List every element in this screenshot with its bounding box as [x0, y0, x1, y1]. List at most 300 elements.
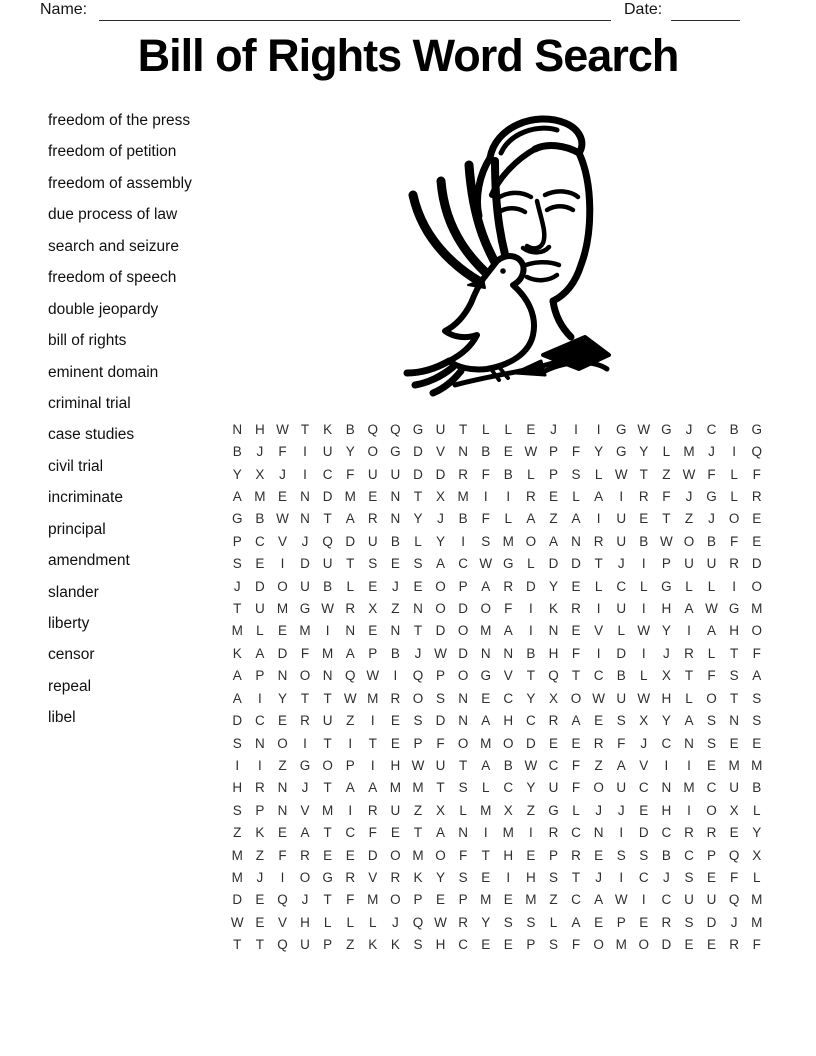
grid-letter: M	[502, 825, 514, 841]
grid-letter: P	[436, 668, 446, 684]
grid-letter: Q	[344, 668, 356, 684]
grid-letter: G	[661, 421, 672, 437]
grid-letter: L	[594, 466, 603, 482]
grid-letter: U	[254, 601, 265, 617]
grid-letter: A	[571, 511, 581, 527]
grid-letter: U	[300, 937, 310, 953]
grid-letter: W	[614, 466, 628, 482]
grid-letter: V	[594, 623, 604, 639]
grid-letter: F	[504, 601, 513, 617]
grid-letter: K	[413, 870, 423, 886]
grid-letter: D	[413, 466, 423, 482]
grid-letter: X	[368, 601, 378, 617]
grid-letter: J	[640, 735, 648, 751]
grid-letter: Z	[255, 847, 264, 863]
grid-letter: E	[255, 914, 265, 930]
grid-letter: L	[414, 533, 422, 549]
grid-letter: I	[506, 870, 511, 886]
grid-letter: P	[707, 847, 717, 863]
grid-letter: R	[751, 488, 762, 504]
grid-letter: S	[458, 780, 468, 796]
grid-letter: B	[503, 466, 513, 482]
grid-letter: E	[707, 870, 717, 886]
grid-letter: B	[345, 421, 355, 437]
grid-letter: L	[685, 578, 693, 594]
grid-letter: X	[436, 488, 446, 504]
grid-letter: R	[458, 914, 468, 930]
date-blank-line[interactable]	[671, 3, 740, 21]
grid-letter: Z	[346, 713, 355, 729]
grid-letter: O	[299, 668, 311, 684]
grid-letter: C	[525, 713, 536, 729]
grid-letter: I	[528, 825, 533, 841]
grid-letter: H	[232, 780, 243, 796]
grid-letter: L	[730, 466, 738, 482]
grid-letter: E	[707, 757, 717, 773]
grid-letter: O	[751, 578, 762, 594]
word-list-item: freedom of assembly	[48, 174, 192, 192]
grid-letter: O	[728, 511, 740, 527]
grid-letter: W	[276, 511, 289, 527]
grid-letter: E	[255, 556, 265, 572]
word-list-item: censor	[48, 646, 95, 664]
grid-letter: F	[368, 825, 377, 841]
grid-letter: I	[325, 623, 330, 639]
grid-letter: H	[525, 870, 536, 886]
grid-letter: O	[570, 690, 582, 706]
grid-letter: U	[706, 892, 717, 908]
grid-letter: B	[323, 578, 333, 594]
name-blank-line[interactable]	[99, 3, 611, 21]
grid-letter: X	[436, 802, 446, 818]
grid-letter: N	[254, 735, 265, 751]
grid-letter: L	[572, 488, 580, 504]
grid-letter: I	[257, 690, 262, 706]
grid-letter: A	[255, 645, 265, 661]
grid-letter: F	[752, 645, 761, 661]
grid-letter: S	[707, 735, 717, 751]
grid-letter: C	[322, 466, 333, 482]
grid-letter: I	[483, 488, 488, 504]
grid-letter: T	[300, 421, 310, 437]
grid-letter: S	[548, 870, 558, 886]
grid-letter: E	[571, 623, 581, 639]
grid-letter: R	[345, 601, 356, 617]
grid-letter: W	[637, 421, 651, 437]
grid-letter: Q	[412, 914, 424, 930]
grid-letter: A	[436, 556, 446, 572]
grid-letter: L	[346, 578, 354, 594]
grid-letter: H	[435, 937, 446, 953]
grid-letter: J	[301, 780, 309, 796]
grid-letter: I	[574, 421, 578, 437]
grid-letter: A	[752, 668, 762, 684]
grid-letter: R	[367, 802, 378, 818]
grid-letter: C	[458, 556, 468, 572]
grid-letter: U	[435, 421, 446, 437]
grid-letter: I	[664, 757, 669, 773]
word-list-item: liberty	[48, 615, 90, 632]
grid-letter: E	[503, 892, 513, 908]
grid-letter: A	[345, 780, 355, 796]
grid-letter: I	[687, 802, 691, 818]
grid-letter: M	[231, 870, 243, 886]
word-list-item: principal	[48, 520, 106, 538]
grid-letter: D	[525, 578, 536, 594]
grid-letter: C	[593, 668, 604, 684]
grid-letter: L	[572, 802, 580, 818]
word-list-item: freedom of speech	[48, 269, 177, 287]
grid-letter: O	[457, 668, 469, 684]
grid-letter: N	[390, 623, 401, 639]
grid-letter: Z	[278, 757, 287, 773]
grid-letter: R	[571, 847, 581, 863]
grid-letter: O	[435, 847, 446, 863]
grid-letter: X	[729, 802, 739, 818]
grid-letter: I	[280, 556, 285, 572]
grid-letter: A	[232, 668, 242, 684]
grid-letter: T	[323, 780, 332, 796]
grid-letter: S	[232, 556, 242, 572]
grid-letter: F	[346, 892, 355, 908]
grid-letter: D	[232, 892, 243, 908]
grid-letter: W	[682, 466, 696, 482]
grid-letter: E	[684, 937, 694, 953]
grid-letter: F	[571, 757, 581, 773]
grid-letter: N	[390, 511, 401, 527]
grid-letter: G	[299, 601, 311, 617]
grid-letter: T	[233, 601, 242, 617]
word-list-item: eminent domain	[48, 363, 159, 381]
grid-letter: J	[256, 870, 264, 886]
grid-letter: R	[390, 870, 401, 886]
grid-letter: G	[548, 802, 559, 818]
grid-letter: C	[571, 825, 581, 841]
grid-letter: I	[393, 668, 398, 684]
grid-letter: Y	[594, 444, 604, 460]
grid-letter: U	[390, 802, 401, 818]
grid-letter: A	[481, 713, 491, 729]
grid-letter: W	[276, 421, 289, 437]
grid-letter: L	[504, 421, 513, 437]
grid-letter: S	[368, 556, 378, 572]
grid-letter: N	[345, 623, 356, 639]
grid-letter: E	[526, 847, 536, 863]
grid-letter: R	[367, 511, 378, 527]
grid-letter: O	[435, 578, 446, 594]
grid-letter: O	[525, 533, 537, 549]
grid-letter: J	[301, 533, 309, 549]
grid-letter: Y	[639, 444, 649, 460]
grid-letter: E	[390, 556, 400, 572]
grid-letter: M	[480, 623, 492, 639]
grid-letter: H	[503, 847, 514, 863]
grid-letter: F	[571, 444, 581, 460]
grid-letter: L	[730, 488, 738, 504]
grid-letter: N	[277, 802, 288, 818]
grid-letter: L	[640, 668, 648, 684]
grid-letter: T	[729, 690, 739, 706]
grid-letter: E	[345, 847, 355, 863]
grid-letter: D	[300, 556, 310, 572]
grid-letter: I	[687, 757, 691, 773]
grid-letter: B	[255, 511, 265, 527]
grid-letter: A	[594, 892, 604, 908]
grid-letter: Y	[526, 780, 536, 796]
grid-letter: B	[661, 847, 671, 863]
grid-letter: A	[503, 623, 513, 639]
grid-letter: V	[436, 444, 446, 460]
grid-letter: A	[481, 578, 491, 594]
grid-letter: V	[368, 870, 378, 886]
grid-letter: X	[548, 690, 558, 706]
grid-letter: O	[638, 937, 650, 953]
grid-letter: Y	[232, 466, 242, 482]
grid-letter: C	[661, 892, 672, 908]
grid-letter: J	[662, 870, 670, 886]
grid-letter: U	[684, 892, 694, 908]
grid-letter: G	[232, 511, 243, 527]
grid-letter: I	[687, 623, 691, 639]
grid-letter: O	[277, 735, 288, 751]
grid-letter: D	[571, 556, 581, 572]
grid-letter: I	[506, 488, 511, 504]
grid-letter: T	[571, 870, 581, 886]
grid-letter: C	[706, 421, 717, 437]
grid-letter: N	[458, 444, 468, 460]
grid-letter: P	[548, 847, 558, 863]
grid-letter: E	[277, 713, 287, 729]
grid-letter: R	[729, 556, 739, 572]
grid-letter: I	[641, 556, 646, 572]
word-list	[48, 105, 192, 734]
grid-letter: M	[525, 892, 537, 908]
grid-letter: P	[413, 892, 423, 908]
grid-letter: E	[390, 825, 400, 841]
grid-letter: Y	[752, 825, 762, 841]
grid-letter: M	[751, 892, 763, 908]
grid-letter: F	[752, 937, 761, 953]
grid-letter: N	[322, 668, 333, 684]
grid-letter: I	[303, 735, 307, 751]
grid-letter: E	[503, 444, 513, 460]
grid-letter: F	[278, 444, 287, 460]
grid-letter: E	[594, 914, 604, 930]
grid-letter: I	[732, 444, 736, 460]
grid-letter: E	[413, 578, 423, 594]
grid-letter: M	[751, 914, 763, 930]
grid-letter: V	[277, 533, 287, 549]
grid-letter: I	[280, 870, 285, 886]
grid-letter: N	[277, 668, 288, 684]
grid-letter: C	[254, 713, 265, 729]
grid-letter: Y	[277, 690, 287, 706]
grid-letter: Q	[390, 421, 401, 437]
grid-letter: R	[661, 914, 672, 930]
grid-letter: L	[594, 578, 603, 594]
grid-letter: G	[661, 578, 672, 594]
grid-letter: M	[389, 780, 401, 796]
grid-letter: T	[255, 937, 264, 953]
grid-letter: E	[368, 578, 378, 594]
grid-letter: I	[303, 444, 307, 460]
grid-letter: R	[345, 870, 356, 886]
grid-letter: I	[596, 601, 601, 617]
grid-letter: M	[480, 892, 492, 908]
grid-letter: M	[321, 645, 334, 661]
grid-letter: A	[368, 780, 378, 796]
grid-letter: J	[279, 466, 286, 482]
grid-letter: I	[370, 757, 375, 773]
word-list-item: slander	[48, 583, 99, 601]
grid-letter: R	[300, 847, 310, 863]
grid-letter: B	[707, 533, 717, 549]
grid-letter: G	[503, 556, 514, 572]
grid-letter: A	[526, 511, 536, 527]
grid-letter: S	[232, 735, 242, 751]
grid-letter: Z	[549, 511, 558, 527]
grid-letter: C	[503, 690, 514, 706]
grid-letter: A	[232, 690, 242, 706]
grid-letter: F	[481, 466, 490, 482]
grid-letter: W	[524, 757, 538, 773]
grid-letter: T	[413, 488, 423, 504]
grid-letter: D	[254, 578, 265, 594]
grid-letter: E	[752, 735, 762, 751]
grid-letter: I	[732, 578, 736, 594]
grid-letter: P	[548, 466, 558, 482]
date-label: Date:	[624, 1, 663, 18]
grid-letter: I	[641, 601, 646, 617]
grid-letter: M	[457, 488, 469, 504]
grid-letter: S	[458, 870, 468, 886]
grid-letter: A	[345, 645, 355, 661]
grid-letter: D	[413, 444, 423, 460]
grid-letter: O	[390, 892, 401, 908]
grid-letter: A	[232, 488, 242, 504]
grid-letter: T	[233, 937, 242, 953]
grid-letter: W	[524, 444, 538, 460]
grid-letter: S	[413, 556, 423, 572]
grid-letter: C	[684, 847, 694, 863]
grid-letter: J	[233, 578, 241, 594]
grid-letter: C	[458, 937, 468, 953]
grid-letter: J	[730, 914, 738, 930]
grid-letter: M	[231, 623, 243, 639]
name-date-row	[0, 0, 816, 26]
grid-letter: T	[526, 668, 535, 684]
grid-letter: O	[683, 533, 695, 549]
grid-letter: I	[528, 623, 533, 639]
grid-letter: P	[345, 757, 355, 773]
grid-letter: M	[412, 780, 424, 796]
grid-letter: T	[413, 623, 423, 639]
grid-letter: E	[548, 488, 558, 504]
grid-letter: J	[595, 802, 602, 818]
grid-letter: L	[323, 914, 332, 930]
grid-letter: M	[615, 937, 627, 953]
grid-letter: M	[231, 847, 243, 863]
grid-letter: R	[548, 713, 559, 729]
grid-letter: I	[596, 421, 601, 437]
grid-letter: B	[752, 780, 762, 796]
grid-letter: E	[390, 735, 400, 751]
grid-letter: Z	[346, 937, 355, 953]
word-list-item: criminal trial	[48, 394, 131, 412]
grid-letter: F	[707, 466, 716, 482]
grid-letter: P	[368, 645, 378, 661]
grid-letter: C	[345, 825, 356, 841]
grid-letter: Q	[367, 421, 379, 437]
grid-letter: J	[617, 556, 625, 572]
grid-letter: I	[257, 757, 262, 773]
grid-letter: C	[571, 892, 581, 908]
grid-letter: O	[593, 937, 604, 953]
grid-letter: S	[616, 847, 626, 863]
grid-letter: O	[390, 847, 401, 863]
grid-letter: E	[481, 690, 491, 706]
grid-letter: D	[435, 623, 446, 639]
grid-letter: R	[503, 578, 514, 594]
grid-letter: T	[458, 757, 468, 773]
grid-letter: O	[457, 735, 469, 751]
grid-letter: O	[322, 757, 333, 773]
grid-letter: L	[346, 914, 354, 930]
grid-letter: K	[548, 601, 558, 617]
grid-letter: N	[458, 825, 468, 841]
grid-letter: D	[277, 645, 288, 661]
grid-letter: P	[616, 914, 626, 930]
grid-letter: Y	[345, 444, 355, 460]
grid-letter: N	[503, 645, 514, 661]
grid-letter: N	[548, 623, 559, 639]
grid-letter: M	[254, 488, 266, 504]
grid-letter: W	[637, 623, 651, 639]
grid-letter: A	[300, 825, 310, 841]
grid-letter: W	[366, 668, 380, 684]
grid-letter: E	[752, 533, 762, 549]
grid-letter: P	[458, 578, 468, 594]
grid-letter: B	[729, 421, 739, 437]
grid-letter: D	[661, 937, 672, 953]
grid-letter: F	[436, 735, 445, 751]
grid-letter: D	[638, 825, 649, 841]
grid-letter: N	[413, 601, 423, 617]
grid-letter: I	[348, 735, 353, 751]
grid-letter: P	[255, 802, 265, 818]
grid-letter: Y	[481, 914, 491, 930]
grid-letter: A	[707, 623, 717, 639]
grid-letter: F	[571, 780, 581, 796]
grid-letter: A	[571, 914, 581, 930]
grid-letter: F	[729, 533, 739, 549]
grid-letter: E	[639, 914, 649, 930]
grid-letter: E	[729, 825, 739, 841]
grid-letter: S	[232, 802, 242, 818]
grid-letter: E	[594, 713, 604, 729]
grid-letter: D	[706, 914, 717, 930]
grid-letter: L	[752, 870, 761, 886]
grid-letter: I	[619, 870, 624, 886]
grid-letter: H	[729, 623, 739, 639]
grid-letter: L	[369, 914, 377, 930]
grid-letter: Z	[594, 757, 603, 773]
grid-letter: N	[729, 713, 739, 729]
grid-letter: B	[232, 444, 242, 460]
face-with-dove-illustration-icon	[395, 103, 617, 403]
grid-letter: I	[596, 511, 601, 527]
grid-letter: G	[706, 488, 717, 504]
